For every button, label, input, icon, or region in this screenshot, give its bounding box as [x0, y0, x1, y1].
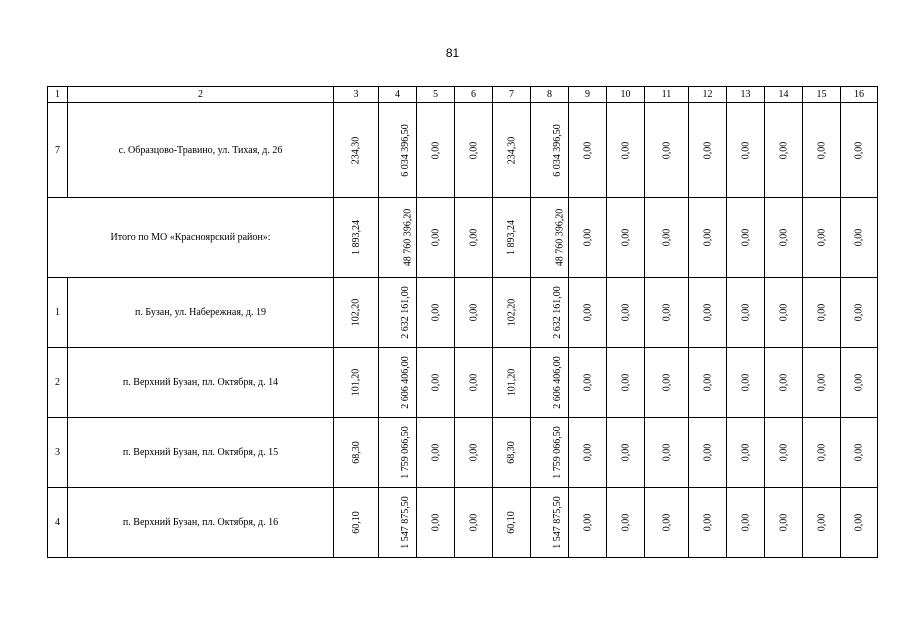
- value-text: 0,00: [740, 228, 751, 247]
- value-cell: [334, 278, 379, 348]
- value-cell: [727, 278, 765, 348]
- value-text: 0,00: [853, 228, 865, 247]
- column-header: 5: [417, 87, 455, 103]
- value-cell: [493, 348, 531, 418]
- value-cell: [379, 348, 417, 418]
- table-row: [48, 418, 878, 488]
- address-cell: п. Бузан, ул. Набережная, д. 19: [68, 278, 334, 348]
- value-cell: [493, 488, 531, 558]
- value-text: 0,00: [702, 303, 713, 322]
- value-cell: [531, 348, 569, 418]
- value-cell: [607, 418, 645, 488]
- value-text: 0,00: [778, 443, 789, 462]
- value-text: 0,00: [620, 228, 631, 247]
- value-text: 101,20: [350, 368, 362, 397]
- column-header: 15: [803, 87, 841, 103]
- column-header: 16: [841, 87, 878, 103]
- value-text: 0,00: [816, 303, 827, 322]
- value-text: 0,00: [468, 303, 479, 322]
- value-cell: [803, 278, 841, 348]
- value-text: 0,00: [853, 373, 865, 392]
- value-cell: [689, 348, 727, 418]
- value-cell: [569, 278, 607, 348]
- value-cell: [607, 103, 645, 198]
- value-cell: [379, 418, 417, 488]
- value-cell: [334, 348, 379, 418]
- value-text: 0,00: [702, 141, 713, 159]
- column-header: 11: [645, 87, 689, 103]
- value-cell: [689, 418, 727, 488]
- value-text: 2 606 406,00: [399, 356, 411, 409]
- value-text: 68,30: [506, 441, 517, 464]
- value-cell: [569, 418, 607, 488]
- value-cell: [645, 488, 689, 558]
- column-header: 2: [68, 87, 334, 103]
- value-text: 234,30: [350, 136, 362, 164]
- value-cell: [765, 348, 803, 418]
- value-text: 0,00: [661, 303, 672, 322]
- value-cell: [417, 278, 455, 348]
- value-text: 0,00: [582, 513, 593, 532]
- value-cell: [841, 348, 878, 418]
- column-header: 12: [689, 87, 727, 103]
- value-text: 1 893,24: [506, 220, 517, 255]
- value-text: 48 760 396,20: [402, 208, 414, 267]
- value-text: 0,00: [778, 141, 789, 159]
- value-text: 2 632 161,00: [399, 286, 411, 339]
- value-text: 0,00: [661, 373, 672, 392]
- column-header: 14: [765, 87, 803, 103]
- value-text: 2 606 406,00: [551, 356, 563, 409]
- value-cell: [379, 488, 417, 558]
- value-cell: [379, 103, 417, 198]
- page-number: 81: [445, 46, 460, 60]
- value-text: 0,00: [620, 513, 631, 532]
- value-text: 68,30: [350, 441, 362, 464]
- header-row: [48, 87, 878, 103]
- value-text: 0,00: [620, 141, 631, 159]
- value-cell: [417, 348, 455, 418]
- value-cell: [727, 198, 765, 278]
- value-text: 0,00: [702, 373, 713, 392]
- value-text: 0,00: [740, 373, 751, 392]
- value-cell: [607, 198, 645, 278]
- value-text: 1 759 066,50: [399, 426, 411, 479]
- value-text: 48 760 396,20: [554, 208, 566, 267]
- address-cell: п. Верхний Бузан, пл. Октября, д. 14: [68, 348, 334, 418]
- column-header: 3: [334, 87, 379, 103]
- row-number: 7: [48, 103, 68, 198]
- row-number: 1: [48, 278, 68, 348]
- value-text: 0,00: [582, 373, 593, 392]
- value-cell: [803, 488, 841, 558]
- value-cell: [531, 418, 569, 488]
- value-cell: [607, 488, 645, 558]
- value-text: 0,00: [430, 373, 441, 392]
- value-cell: [455, 198, 493, 278]
- value-cell: [765, 103, 803, 198]
- value-text: 1 547 875,50: [399, 496, 411, 549]
- value-text: 0,00: [620, 443, 631, 462]
- value-text: 0,00: [468, 228, 479, 247]
- value-cell: [803, 418, 841, 488]
- value-cell: [455, 488, 493, 558]
- value-text: 0,00: [816, 141, 827, 159]
- value-cell: [379, 198, 417, 278]
- value-cell: [417, 488, 455, 558]
- value-cell: [645, 103, 689, 198]
- column-header: 4: [379, 87, 417, 103]
- value-cell: [803, 103, 841, 198]
- value-text: 0,00: [661, 513, 672, 532]
- column-header: 13: [727, 87, 765, 103]
- value-text: 0,00: [702, 443, 713, 462]
- value-cell: [531, 103, 569, 198]
- table-row: [48, 103, 878, 198]
- value-text: 0,00: [468, 141, 479, 159]
- address-cell: п. Верхний Бузан, пл. Октября, д. 15: [68, 418, 334, 488]
- value-text: 1 547 875,50: [551, 496, 563, 549]
- column-header: 1: [48, 87, 68, 103]
- value-text: 1 893,24: [350, 220, 362, 255]
- value-cell: [689, 488, 727, 558]
- value-text: 6 034 396,50: [551, 123, 563, 177]
- table-row: [48, 348, 878, 418]
- value-cell: [645, 348, 689, 418]
- row-number: 4: [48, 488, 68, 558]
- value-text: 60,10: [506, 511, 517, 534]
- value-text: 0,00: [468, 513, 479, 532]
- value-cell: [569, 348, 607, 418]
- total-row: [48, 198, 878, 278]
- value-text: 0,00: [430, 513, 441, 532]
- value-text: 0,00: [853, 303, 865, 322]
- value-cell: [727, 488, 765, 558]
- value-cell: [417, 103, 455, 198]
- value-text: 0,00: [430, 228, 441, 247]
- value-cell: [727, 348, 765, 418]
- value-text: 0,00: [430, 303, 441, 322]
- value-cell: [841, 488, 878, 558]
- value-text: 0,00: [430, 443, 441, 462]
- value-text: 234,30: [506, 136, 517, 164]
- value-cell: [569, 103, 607, 198]
- value-cell: [765, 418, 803, 488]
- value-text: 0,00: [661, 228, 672, 247]
- value-text: 102,20: [506, 298, 517, 327]
- value-cell: [765, 198, 803, 278]
- address-cell: п. Верхний Бузан, пл. Октября, д. 16: [68, 488, 334, 558]
- value-text: 6 034 396,50: [399, 123, 411, 177]
- value-cell: [569, 488, 607, 558]
- value-cell: [455, 278, 493, 348]
- value-text: 0,00: [778, 303, 789, 322]
- column-header: 10: [607, 87, 645, 103]
- value-text: 1 759 066,50: [551, 426, 563, 479]
- value-text: 0,00: [702, 228, 713, 247]
- value-text: 0,00: [620, 303, 631, 322]
- value-text: 0,00: [816, 513, 827, 532]
- value-cell: [645, 418, 689, 488]
- value-text: 0,00: [816, 373, 827, 392]
- row-number: 3: [48, 418, 68, 488]
- value-text: 0,00: [661, 141, 672, 159]
- value-cell: [493, 278, 531, 348]
- value-text: 2 632 161,00: [551, 286, 563, 339]
- column-header: 8: [531, 87, 569, 103]
- value-cell: [379, 278, 417, 348]
- table-row: [48, 488, 878, 558]
- value-cell: [841, 198, 878, 278]
- value-cell: [689, 198, 727, 278]
- value-cell: [727, 418, 765, 488]
- table-body: [48, 87, 878, 558]
- value-text: 102,20: [350, 298, 362, 327]
- value-text: 0,00: [582, 303, 593, 322]
- value-cell: [417, 418, 455, 488]
- table-row: [48, 278, 878, 348]
- value-text: 0,00: [430, 141, 441, 159]
- value-cell: [455, 348, 493, 418]
- value-text: 0,00: [582, 443, 593, 462]
- value-cell: [765, 278, 803, 348]
- value-cell: [645, 198, 689, 278]
- value-cell: [493, 198, 531, 278]
- value-cell: [803, 348, 841, 418]
- value-text: 0,00: [778, 513, 789, 532]
- value-cell: [334, 198, 379, 278]
- value-cell: [727, 103, 765, 198]
- value-text: 0,00: [468, 443, 479, 462]
- value-cell: [531, 488, 569, 558]
- value-text: 0,00: [702, 513, 713, 532]
- column-header: 7: [493, 87, 531, 103]
- value-cell: [569, 198, 607, 278]
- value-cell: [493, 103, 531, 198]
- value-text: 0,00: [620, 373, 631, 392]
- value-cell: [531, 198, 569, 278]
- value-text: 0,00: [853, 443, 865, 462]
- value-cell: [531, 278, 569, 348]
- value-text: 60,10: [350, 511, 362, 534]
- value-cell: [455, 418, 493, 488]
- value-text: 0,00: [853, 513, 865, 532]
- value-text: 0,00: [740, 443, 751, 462]
- value-cell: [417, 198, 455, 278]
- value-text: 0,00: [582, 141, 593, 159]
- value-cell: [689, 103, 727, 198]
- value-text: 0,00: [740, 513, 751, 532]
- value-text: 0,00: [582, 228, 593, 247]
- value-text: 0,00: [740, 141, 751, 159]
- value-text: 0,00: [661, 443, 672, 462]
- row-number: 2: [48, 348, 68, 418]
- column-header: 6: [455, 87, 493, 103]
- value-cell: [607, 348, 645, 418]
- value-cell: [334, 418, 379, 488]
- value-cell: [841, 418, 878, 488]
- value-cell: [607, 278, 645, 348]
- value-text: 0,00: [816, 228, 827, 247]
- value-text: 0,00: [778, 228, 789, 247]
- column-header: 9: [569, 87, 607, 103]
- value-cell: [334, 488, 379, 558]
- value-text: 0,00: [740, 303, 751, 322]
- address-cell: с. Образцово-Травино, ул. Тихая, д. 26: [68, 103, 334, 198]
- value-text: 0,00: [816, 443, 827, 462]
- value-text: 101,20: [506, 368, 517, 397]
- value-cell: [493, 418, 531, 488]
- value-text: 0,00: [468, 373, 479, 392]
- total-label: Итого по МО «Красноярский район»:: [48, 198, 334, 278]
- value-cell: [765, 488, 803, 558]
- value-text: 0,00: [853, 141, 865, 159]
- housing-table: [47, 86, 878, 558]
- value-cell: [455, 103, 493, 198]
- value-cell: [841, 103, 878, 198]
- value-cell: [841, 278, 878, 348]
- value-text: 0,00: [778, 373, 789, 392]
- value-cell: [689, 278, 727, 348]
- value-cell: [645, 278, 689, 348]
- value-cell: [803, 198, 841, 278]
- value-cell: [334, 103, 379, 198]
